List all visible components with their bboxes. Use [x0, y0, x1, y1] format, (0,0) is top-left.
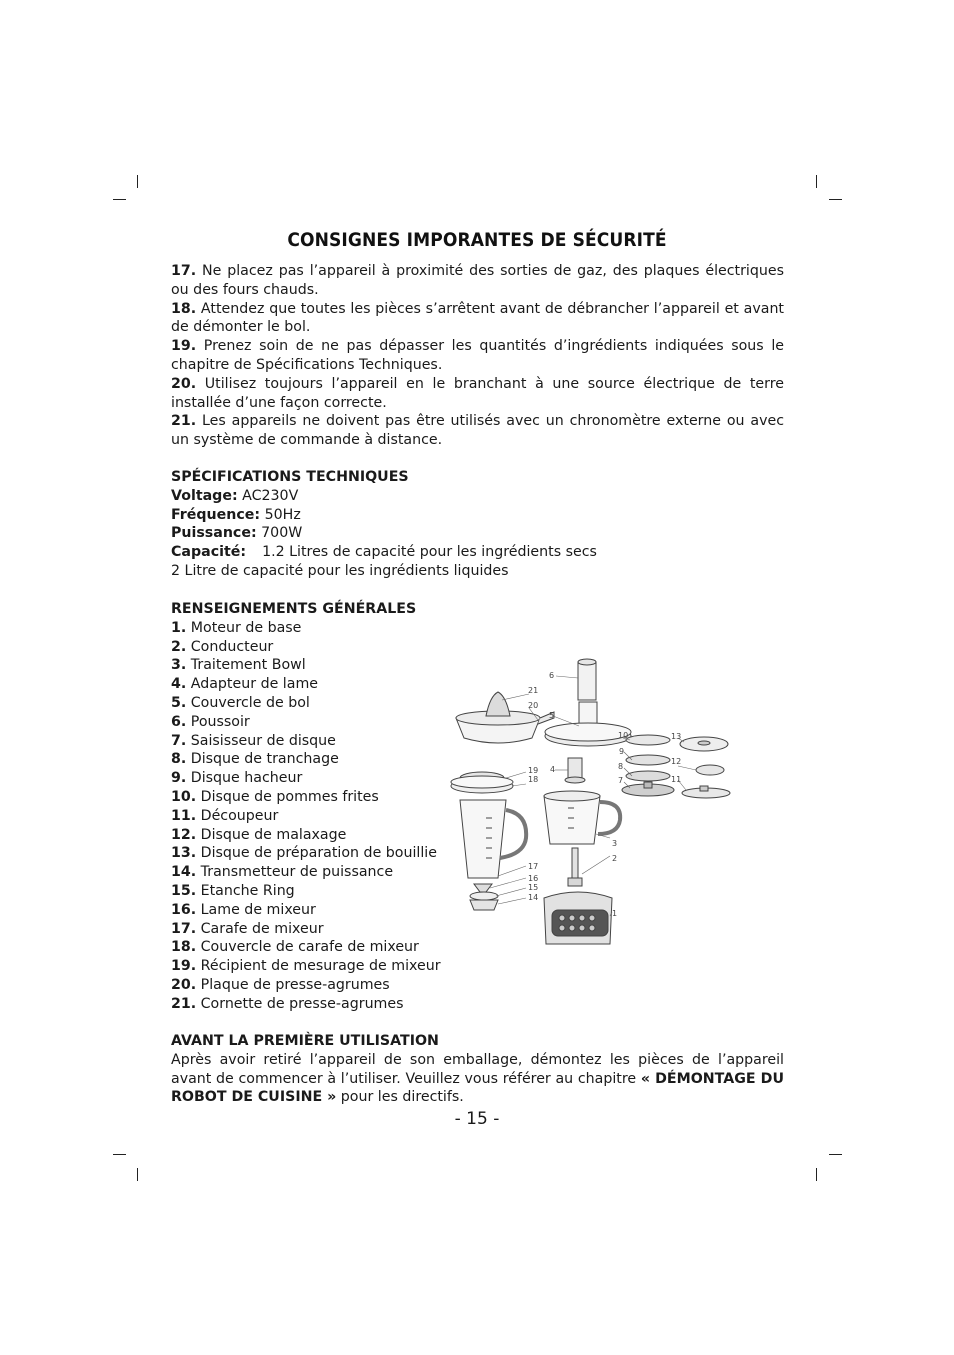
- part-label: Lame de mixeur: [196, 901, 316, 918]
- drive-shaft-part: [568, 848, 582, 886]
- page-number: - 15 -: [454, 1109, 500, 1129]
- item-text: Utilisez toujours l’appareil en le branchant à une source électrique de terre installée d’une façon correcte.: [171, 375, 784, 411]
- blade-adapter-part: [565, 758, 585, 783]
- item-number: 17.: [171, 263, 197, 279]
- diagram-label: 10: [618, 731, 629, 740]
- spec-voltage: [171, 487, 784, 506]
- part-label: Plaque de presse-agrumes: [196, 976, 390, 993]
- diagram-label: 1: [612, 909, 618, 918]
- diagram-label: 18: [528, 775, 539, 784]
- part-label: Moteur de base: [186, 619, 302, 636]
- part-label: Poussoir: [186, 713, 250, 730]
- item-number: 19.: [171, 338, 197, 355]
- safety-section: [171, 262, 784, 450]
- part-number: 10.: [171, 788, 197, 805]
- diagram-label: 19: [528, 766, 539, 775]
- part-label: Conducteur: [186, 638, 274, 655]
- diagram-label: 6: [549, 671, 555, 680]
- part-label: Récipient de mesurage de mixeur: [196, 958, 441, 975]
- item-number: 18.: [171, 300, 197, 317]
- crop-mark: [113, 199, 126, 200]
- part-number: 2.: [171, 638, 187, 655]
- part-label: Découpeur: [196, 807, 279, 824]
- spec-value: 700W: [256, 525, 303, 542]
- crop-mark: [137, 1168, 138, 1181]
- diagram-label: 2: [612, 854, 618, 863]
- diagram-label: 4: [550, 765, 556, 774]
- part-number: 11.: [171, 807, 197, 824]
- crop-mark: [137, 175, 138, 188]
- diagram-label: 13: [671, 732, 682, 741]
- safety-item: [171, 337, 784, 375]
- part-number: 9.: [171, 770, 187, 787]
- spec-value: 1.2 Litres de capacité pour les ingrédients secs: [262, 544, 597, 561]
- spec-value: 50Hz: [260, 506, 301, 523]
- spec-capacity-liquid: 2 Litre de capacité pour les ingrédients liquides: [171, 562, 509, 579]
- spec-label: Voltage:: [171, 487, 238, 504]
- diagram-label: 14: [528, 893, 539, 902]
- citrus-press-part: [456, 692, 554, 743]
- spec-value: AC230V: [237, 487, 299, 504]
- diagram-label: 21: [528, 686, 539, 695]
- item-text: Prenez soin de ne pas dépasser les quantités d’ingrédients indiquées sous le chapitre de Spécifications Techniques.: [171, 338, 784, 373]
- diagram-label: 9: [619, 747, 625, 756]
- part-label: Couvercle de bol: [186, 694, 310, 711]
- part-label: Adapteur de lame: [186, 676, 318, 693]
- item-number: 21.: [171, 413, 197, 430]
- safety-item: [171, 300, 784, 338]
- safety-item: [171, 375, 784, 413]
- motor-base-part: [544, 892, 612, 944]
- food-processor-diagram: [440, 648, 740, 953]
- crop-mark: [113, 1154, 126, 1155]
- diagram-label: 16: [528, 874, 539, 883]
- diagram-label: 7: [618, 776, 624, 785]
- safety-item: [171, 262, 784, 300]
- jar-lid-part: [451, 772, 513, 793]
- part-label: Traitement Bowl: [186, 657, 306, 674]
- part-item: [171, 957, 784, 976]
- spec-power: [171, 524, 784, 543]
- first-use-text: Après avoir retiré l’appareil de son emballage, démontez les pièces de l’appareil avant de commencer à l’utiliser. Veuillez vous référer au chapitre: [171, 1051, 784, 1087]
- first-use-paragraph: [171, 1051, 784, 1107]
- item-text: Ne placez pas l’appareil à proximité des sorties de gaz, des plaques électriques ou des fours chauds.: [171, 263, 784, 298]
- item-text: Attendez que toutes les pièces s’arrêtent avant de débrancher l’appareil et avant de démonter le bol.: [171, 300, 784, 336]
- part-number: 13.: [171, 845, 197, 862]
- diagram-label: 17: [528, 862, 539, 871]
- part-label: Saisisseur de disque: [186, 732, 336, 749]
- spec-frequency: [171, 506, 784, 525]
- part-label: Disque de préparation de bouillie: [196, 845, 437, 862]
- spec-label: Fréquence:: [171, 506, 261, 523]
- part-item: [171, 976, 784, 995]
- part-number: 18.: [171, 939, 197, 956]
- part-label: Disque de tranchage: [186, 751, 339, 768]
- part-item: [171, 995, 784, 1014]
- first-use-text-end: pour les directifs.: [336, 1089, 464, 1106]
- part-number: 12.: [171, 826, 197, 843]
- pusher-part: [578, 659, 596, 700]
- part-number: 17.: [171, 920, 197, 937]
- part-number: 14.: [171, 864, 197, 881]
- diagram-label: 5: [549, 711, 555, 720]
- processing-bowl-part: [544, 791, 620, 844]
- part-number: 15.: [171, 882, 197, 899]
- safety-item: [171, 412, 784, 450]
- first-use-section: [171, 1032, 784, 1107]
- part-number: 8.: [171, 751, 187, 768]
- crop-mark: [816, 175, 817, 188]
- blade-assembly-part: [470, 884, 498, 910]
- part-label: Disque de pommes frites: [196, 788, 379, 805]
- diagram-label: 20: [528, 701, 539, 710]
- item-text: Les appareils ne doivent pas être utilisés avec un chronomètre externe ou avec un système de commande à distance.: [171, 413, 784, 449]
- item-number: 20.: [171, 375, 197, 392]
- part-number: 3.: [171, 657, 187, 674]
- part-number: 7.: [171, 732, 187, 749]
- part-item: [171, 619, 784, 638]
- part-label: Cornette de presse-agrumes: [196, 995, 404, 1012]
- disc-stack-part: [622, 735, 674, 796]
- spec-capacity: [171, 543, 784, 562]
- page-title: CONSIGNES IMPORANTES DE SÉCURITÉ: [287, 229, 667, 251]
- spec-label: Puissance:: [171, 525, 257, 542]
- diagram-label: 12: [671, 757, 682, 766]
- crop-mark: [816, 1168, 817, 1181]
- diagram-label: 3: [612, 839, 618, 848]
- part-number: 20.: [171, 976, 197, 993]
- part-number: 4.: [171, 676, 187, 693]
- diagram-label: 8: [618, 762, 624, 771]
- part-number: 1.: [171, 619, 187, 636]
- part-label: Couvercle de carafe de mixeur: [196, 939, 419, 956]
- part-number: 6.: [171, 713, 187, 730]
- crop-mark: [829, 1154, 842, 1155]
- specs-heading: SPÉCIFICATIONS TECHNIQUES: [171, 469, 409, 485]
- diagram-label: 15: [528, 883, 539, 892]
- part-number: 5.: [171, 694, 187, 711]
- spec-label: Capacité:: [171, 544, 247, 561]
- part-label: Etanche Ring: [196, 882, 295, 899]
- part-label: Carafe de mixeur: [196, 920, 324, 937]
- part-label: Transmetteur de puissance: [196, 864, 394, 881]
- part-label: Disque hacheur: [186, 770, 303, 787]
- specs-section: [171, 468, 784, 581]
- chapter-reference: « DÉMONTAGE DU ROBOT DE CUISINE »: [171, 1070, 784, 1106]
- part-number: 19.: [171, 958, 197, 975]
- part-number: 16.: [171, 901, 197, 918]
- diagram-label: 11: [671, 775, 682, 784]
- part-number: 21.: [171, 995, 197, 1012]
- blender-jar-part: [460, 800, 526, 878]
- crop-mark: [829, 199, 842, 200]
- parts-heading: RENSEIGNEMENTS GÉNÉRALES: [171, 601, 417, 617]
- part-label: Disque de malaxage: [196, 826, 347, 843]
- disc-set-right-part: [680, 737, 730, 798]
- first-use-heading: AVANT LA PREMIÈRE UTILISATION: [171, 1033, 439, 1049]
